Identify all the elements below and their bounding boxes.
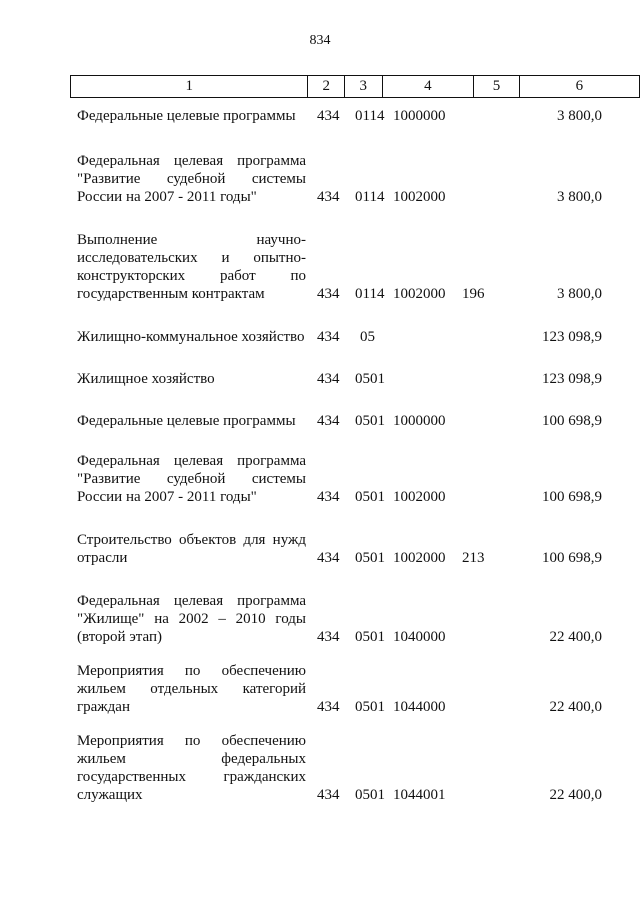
row-code-4: 1002000 [393, 189, 446, 205]
column-header-5: 5 [474, 76, 519, 98]
row-code-2: 434 [317, 329, 340, 345]
row-code-3: 0114 [355, 286, 385, 302]
row-code-4: 1040000 [393, 629, 446, 645]
column-header-table [70, 75, 640, 98]
row-amount: 3 800,0 [557, 189, 602, 205]
column-header-6: 6 [519, 76, 639, 98]
table-row [0, 662, 640, 716]
row-code-4: 1044001 [393, 787, 446, 803]
table-row [0, 592, 640, 646]
row-code-4: 1044000 [393, 699, 446, 715]
column-header-row [71, 76, 640, 98]
table-row [0, 732, 640, 804]
row-code-4: 1000000 [393, 413, 446, 429]
row-code-3: 0501 [355, 629, 385, 645]
row-code-3: 0114 [355, 189, 385, 205]
row-amount: 100 698,9 [542, 489, 602, 505]
row-code-2: 434 [317, 286, 340, 302]
column-header-4: 4 [382, 76, 474, 98]
row-name: Федеральная целевая программа "Развитие судебной системы России на 2007 - 2011 годы" [77, 453, 306, 505]
row-code-4: 1002000 [393, 286, 446, 302]
row-name: Мероприятия по обеспечению жильем отдельных категорий граждан [77, 663, 306, 715]
column-header-1: 1 [71, 76, 308, 98]
row-code-4: 1002000 [393, 489, 446, 505]
row-code-2: 434 [317, 371, 340, 387]
row-amount: 123 098,9 [542, 329, 602, 345]
row-name: Жилищное хозяйство [77, 371, 215, 387]
row-code-2: 434 [317, 189, 340, 205]
row-amount: 22 400,0 [549, 787, 602, 803]
row-name: Строительство объектов для нужд отрасли [77, 532, 306, 566]
row-name: Федеральная целевая программа "Развитие судебной системы России на 2007 - 2011 годы" [77, 153, 306, 205]
row-code-2: 434 [317, 489, 340, 505]
row-name: Выполнение научно-исследовательских и опытно-конструкторских работ по государственным контрактам [77, 232, 306, 302]
row-code-2: 434 [317, 629, 340, 645]
row-code-3: 0501 [355, 413, 385, 429]
row-code-3: 0501 [355, 371, 385, 387]
budget-rows [0, 107, 640, 804]
row-code-2: 434 [317, 108, 340, 124]
table-row [0, 328, 640, 346]
row-amount: 22 400,0 [549, 629, 602, 645]
table-row [0, 531, 640, 567]
row-name: Мероприятия по обеспечению жильем федеральных государственных гражданских служащих [77, 733, 306, 803]
row-name: Жилищно-коммунальное хозяйство [77, 329, 305, 345]
row-code-5: 196 [462, 286, 485, 302]
row-code-3: 0501 [355, 489, 385, 505]
table-row [0, 412, 640, 430]
row-code-2: 434 [317, 787, 340, 803]
column-header-3: 3 [345, 76, 383, 98]
row-amount: 3 800,0 [557, 286, 602, 302]
row-code-4: 1000000 [393, 108, 446, 124]
row-code-2: 434 [317, 413, 340, 429]
row-code-3: 0501 [355, 699, 385, 715]
row-code-3: 05 [360, 329, 375, 345]
row-amount: 100 698,9 [542, 550, 602, 566]
page-number: 834 [309, 33, 331, 48]
row-name: Федеральные целевые программы [77, 413, 296, 429]
row-code-3: 0501 [355, 550, 385, 566]
table-row [0, 107, 640, 125]
table-row [0, 452, 640, 506]
column-header-2: 2 [308, 76, 345, 98]
row-amount: 123 098,9 [542, 371, 602, 387]
row-code-5: 213 [462, 550, 485, 566]
row-amount: 22 400,0 [549, 699, 602, 715]
row-code-3: 0114 [355, 108, 385, 124]
table-row [0, 370, 640, 388]
row-code-2: 434 [317, 550, 340, 566]
row-name: Федеральные целевые программы [77, 108, 296, 124]
row-amount: 100 698,9 [542, 413, 602, 429]
row-code-4: 1002000 [393, 550, 446, 566]
row-amount: 3 800,0 [557, 108, 602, 124]
table-row [0, 231, 640, 303]
row-name: Федеральная целевая программа "Жилище" на 2002 – 2010 годы (второй этап) [77, 593, 306, 645]
row-code-3: 0501 [355, 787, 385, 803]
row-code-2: 434 [317, 699, 340, 715]
table-row [0, 152, 640, 206]
